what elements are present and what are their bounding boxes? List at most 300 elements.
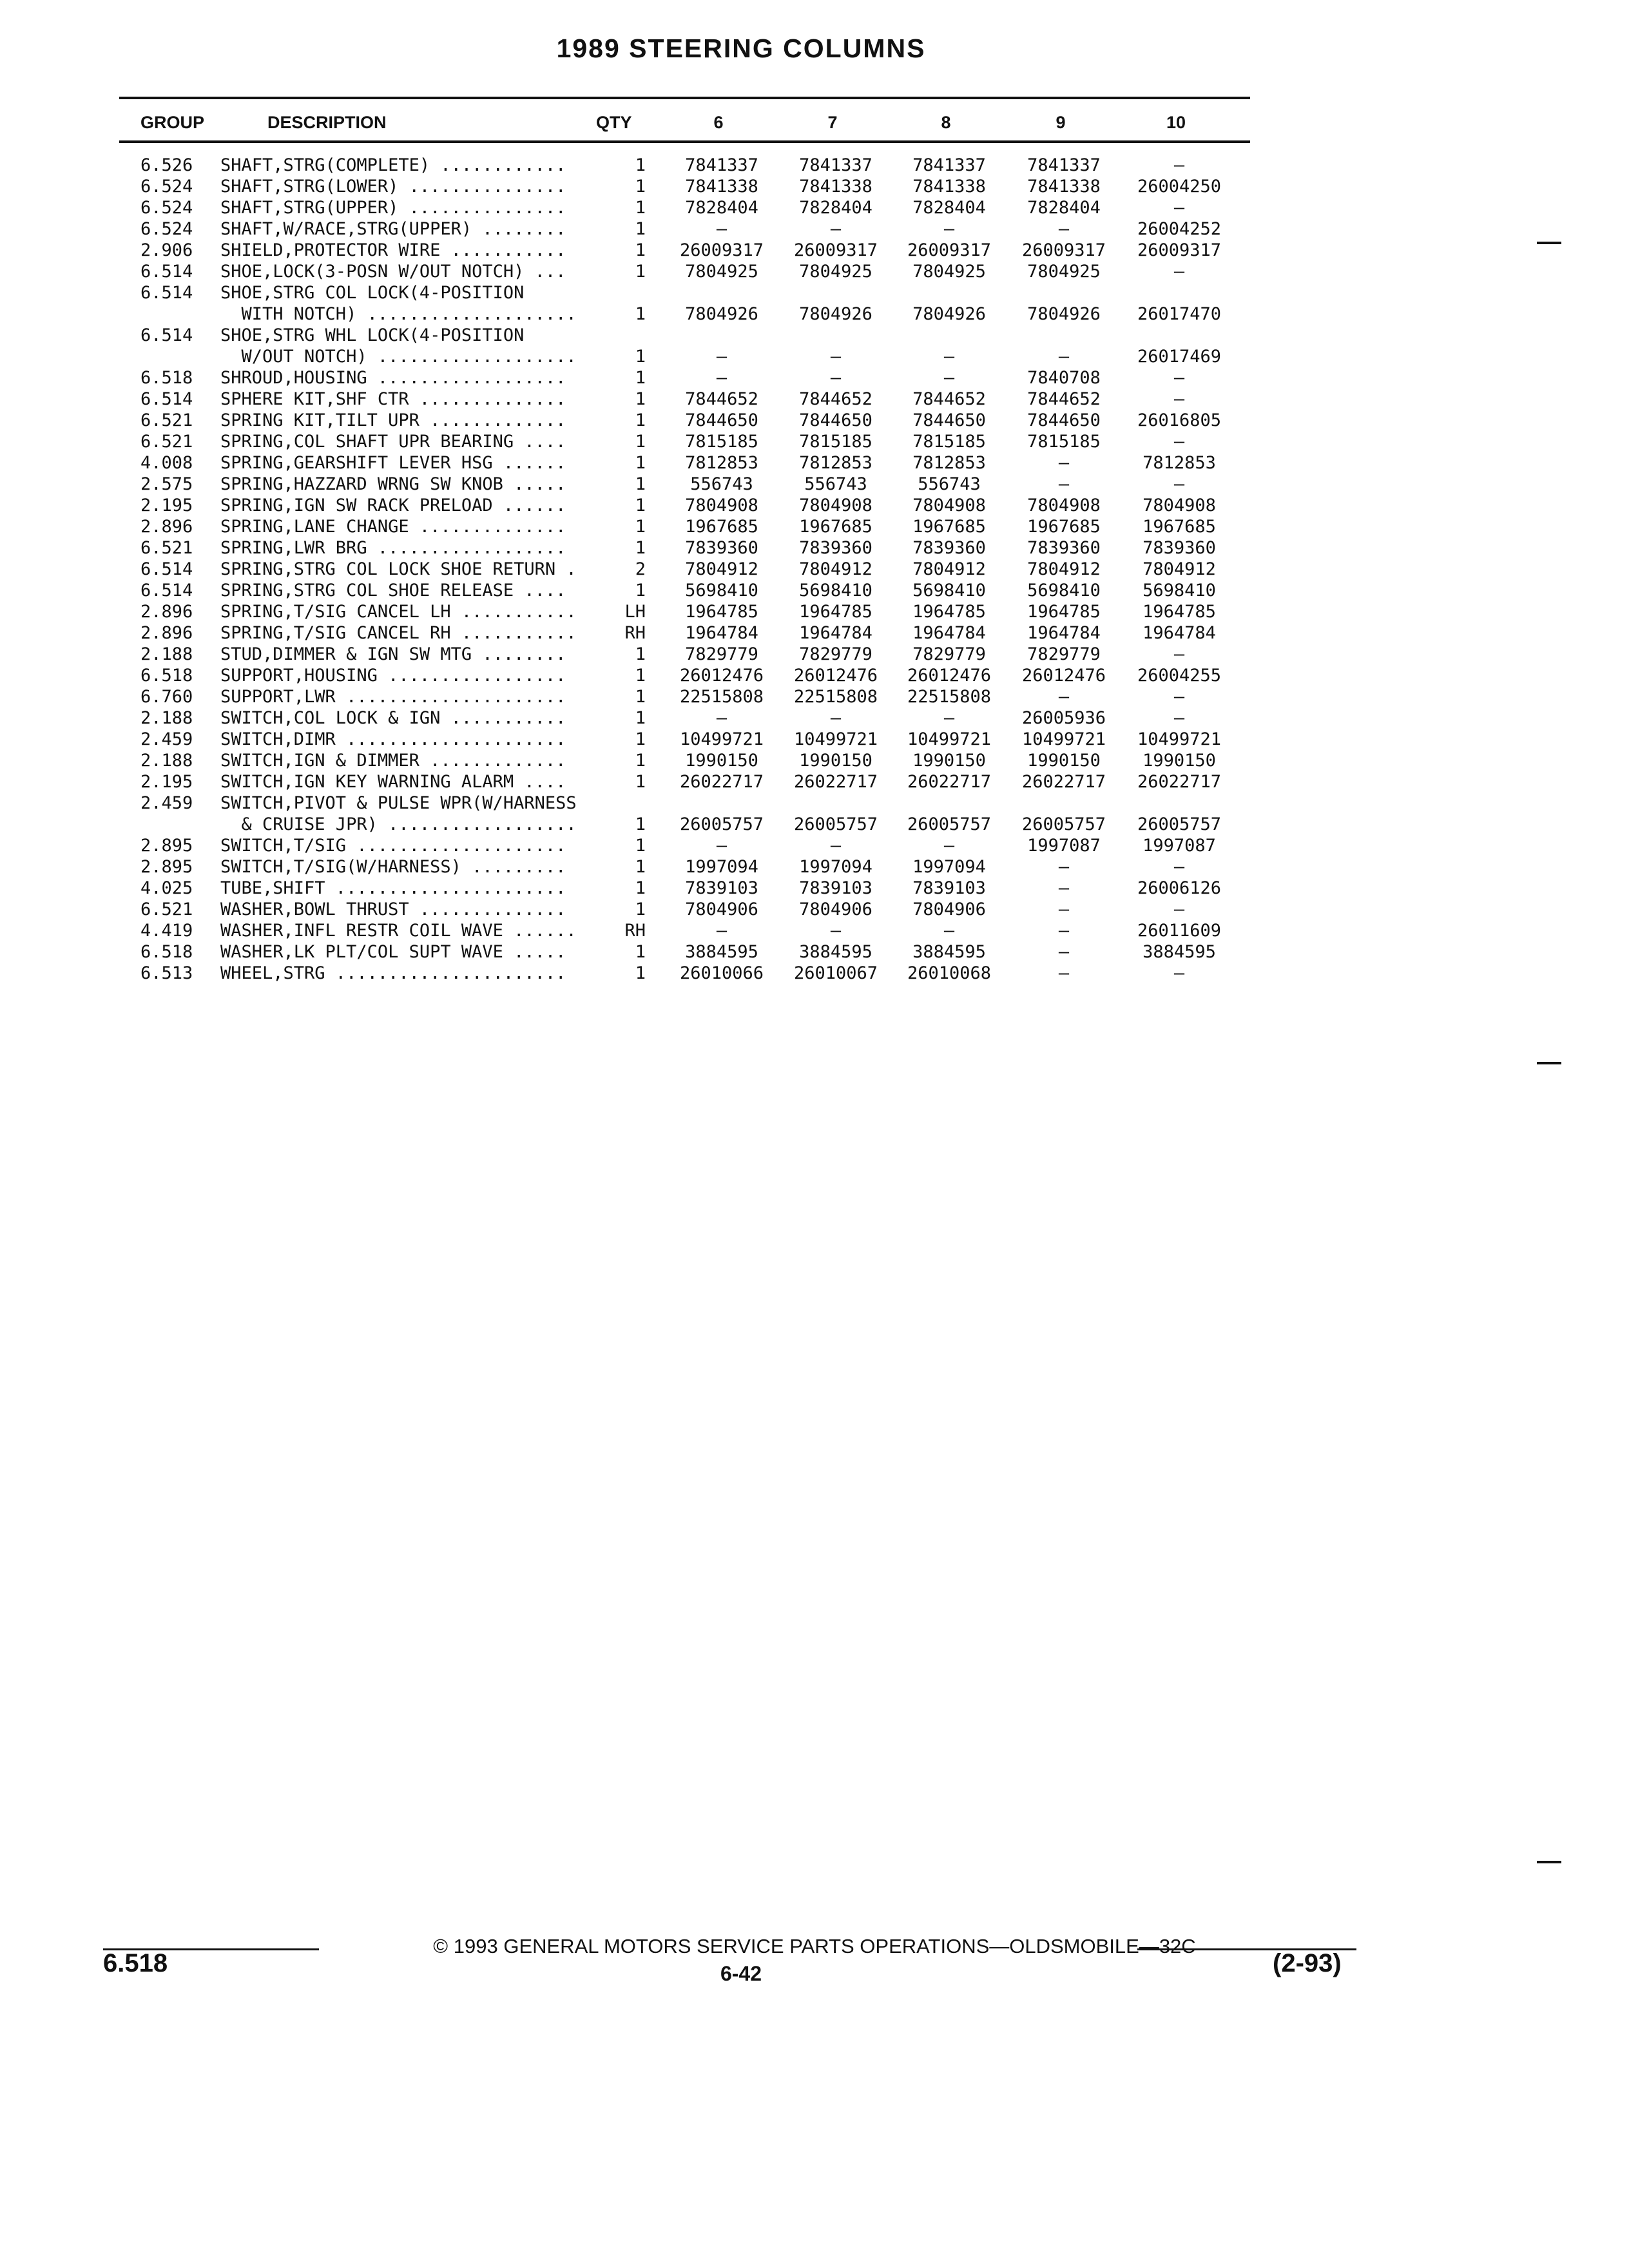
description-cell: SPRING,STRG COL SHOE RELEASE ....: [220, 581, 566, 601]
part-number-cell: —: [1173, 389, 1185, 409]
description-cell: SWITCH,T/SIG ....................: [220, 836, 566, 856]
part-number-cell: 26022717: [1137, 772, 1222, 792]
header-description: DESCRIPTION: [267, 113, 387, 132]
part-number-cell: 1967685: [685, 517, 758, 537]
qty-cell: 1: [635, 729, 646, 749]
qty-cell: 1: [635, 368, 646, 388]
part-number-cell: 7804925: [685, 262, 758, 282]
group-cell: 6.521: [140, 899, 193, 919]
page-number: 6-42: [720, 1962, 762, 1985]
part-number-cell: 26009317: [679, 240, 764, 260]
part-number-cell: 1967685: [1142, 517, 1216, 537]
part-number-cell: 1964784: [799, 623, 872, 643]
part-number-cell: 7841337: [1027, 155, 1101, 175]
part-number-cell: —: [830, 836, 842, 856]
part-number-cell: 7839103: [912, 878, 986, 898]
part-number-cell: 5698410: [1142, 581, 1216, 601]
part-number-cell: 7844650: [685, 410, 758, 430]
part-number-cell: 5698410: [685, 581, 758, 601]
part-number-cell: 26005757: [1021, 814, 1106, 834]
part-number-cell: 7804908: [1027, 495, 1101, 515]
part-number-cell: 1990150: [912, 751, 986, 771]
table-row: [0, 431, 1629, 452]
qty-cell: 1: [635, 708, 646, 728]
description-cell: SUPPORT,LWR .....................: [220, 687, 566, 707]
group-cell: 6.526: [140, 155, 193, 175]
part-number-cell: 1997087: [1027, 836, 1101, 856]
part-number-cell: 26022717: [679, 772, 764, 792]
part-number-cell: 1990150: [685, 751, 758, 771]
part-number-cell: 7804926: [1027, 304, 1101, 324]
part-number-cell: 5698410: [1027, 581, 1101, 601]
part-number-cell: —: [830, 219, 842, 239]
part-number-cell: —: [1173, 899, 1185, 919]
qty-cell: LH: [624, 602, 646, 622]
part-number-cell: 7839103: [685, 878, 758, 898]
part-number-cell: 1990150: [1142, 751, 1216, 771]
group-cell: 6.524: [140, 198, 193, 218]
parts-table: [0, 155, 1629, 984]
group-cell: 6.521: [140, 410, 193, 430]
part-number-cell: 10499721: [1021, 729, 1106, 749]
part-number-cell: 7844650: [799, 410, 872, 430]
group-cell: 2.896: [140, 517, 193, 537]
part-number-cell: 556743: [804, 474, 867, 494]
group-cell: 6.518: [140, 666, 193, 686]
qty-cell: RH: [624, 921, 646, 941]
part-number-cell: 7844652: [912, 389, 986, 409]
part-number-cell: 7840708: [1027, 368, 1101, 388]
part-number-cell: 26004255: [1137, 666, 1222, 686]
part-number-cell: 1964784: [1142, 623, 1216, 643]
part-number-cell: 10499721: [793, 729, 878, 749]
part-number-cell: —: [1173, 368, 1185, 388]
description-cell: SHAFT,STRG(LOWER) ...............: [220, 177, 566, 197]
part-number-cell: 1964785: [1142, 602, 1216, 622]
group-cell: 6.514: [140, 559, 193, 579]
table-row: [0, 176, 1629, 197]
description-cell: SHOE,LOCK(3-POSN W/OUT NOTCH) ...: [220, 262, 566, 282]
part-number-cell: 7812853: [1142, 453, 1216, 473]
table-row: [0, 303, 1629, 325]
part-number-cell: —: [1058, 899, 1070, 919]
description-cell: SUPPORT,HOUSING .................: [220, 666, 566, 686]
part-number-cell: 7844652: [1027, 389, 1101, 409]
part-number-cell: —: [1058, 347, 1070, 367]
table-row: [0, 367, 1629, 389]
qty-cell: 1: [635, 772, 646, 792]
part-number-cell: 7804908: [685, 495, 758, 515]
part-number-cell: —: [943, 368, 955, 388]
part-number-cell: —: [1173, 963, 1185, 983]
part-number-cell: 7841337: [912, 155, 986, 175]
part-number-cell: 26004252: [1137, 219, 1222, 239]
description-cell: SWITCH,PIVOT & PULSE WPR(W/HARNESS: [220, 793, 577, 813]
description-cell: TUBE,SHIFT ......................: [220, 878, 566, 898]
table-row: [0, 814, 1629, 835]
part-number-cell: 22515808: [679, 687, 764, 707]
part-number-cell: 7815185: [685, 432, 758, 452]
part-number-cell: 26012476: [679, 666, 764, 686]
header-top-rule: [119, 97, 1250, 99]
part-number-cell: 22515808: [907, 687, 992, 707]
description-cell: SPRING,LANE CHANGE ..............: [220, 517, 566, 537]
description-cell: SPRING KIT,TILT UPR .............: [220, 410, 566, 430]
part-number-cell: 26010066: [679, 963, 764, 983]
part-number-cell: 7841337: [685, 155, 758, 175]
group-cell: 6.514: [140, 283, 193, 303]
table-row: [0, 537, 1629, 559]
page-title: 1989 STEERING COLUMNS: [556, 34, 926, 63]
part-number-cell: 7841338: [799, 177, 872, 197]
part-number-cell: 7804908: [799, 495, 872, 515]
part-number-cell: 7815185: [912, 432, 986, 452]
part-number-cell: —: [1058, 878, 1070, 898]
part-number-cell: 1990150: [1027, 751, 1101, 771]
part-number-cell: 3884595: [799, 942, 872, 962]
part-number-cell: —: [1173, 262, 1185, 282]
part-number-cell: 7839360: [912, 538, 986, 558]
table-row: [0, 644, 1629, 665]
part-number-cell: 3884595: [685, 942, 758, 962]
part-number-cell: 26005757: [907, 814, 992, 834]
group-cell: 6.514: [140, 262, 193, 282]
group-cell: 6.518: [140, 942, 193, 962]
part-number-cell: 1964784: [685, 623, 758, 643]
qty-cell: 2: [635, 559, 646, 579]
group-cell: 2.895: [140, 857, 193, 877]
part-number-cell: 1964784: [1027, 623, 1101, 643]
part-number-cell: 26012476: [907, 666, 992, 686]
group-cell: 2.575: [140, 474, 193, 494]
description-cell: SPRING,GEARSHIFT LEVER HSG ......: [220, 453, 566, 473]
part-number-cell: 1967685: [912, 517, 986, 537]
group-cell: 2.188: [140, 644, 193, 664]
table-row: [0, 282, 1629, 303]
qty-cell: 1: [635, 432, 646, 452]
group-cell: 2.188: [140, 708, 193, 728]
part-number-cell: —: [1173, 687, 1185, 707]
part-number-cell: 26017470: [1137, 304, 1222, 324]
description-cell: SPRING,IGN SW RACK PRELOAD ......: [220, 495, 566, 515]
table-row: [0, 665, 1629, 686]
qty-cell: 1: [635, 177, 646, 197]
part-number-cell: —: [716, 368, 728, 388]
table-row: [0, 707, 1629, 729]
table-row: [0, 771, 1629, 793]
group-cell: 2.896: [140, 623, 193, 643]
part-number-cell: —: [1173, 857, 1185, 877]
description-cell: STUD,DIMMER & IGN SW MTG ........: [220, 644, 566, 664]
table-row: [0, 474, 1629, 495]
part-number-cell: 22515808: [793, 687, 878, 707]
part-number-cell: 1964785: [1027, 602, 1101, 622]
part-number-cell: 1990150: [799, 751, 872, 771]
part-number-cell: 7844652: [799, 389, 872, 409]
table-row: [0, 856, 1629, 878]
part-number-cell: 7804926: [799, 304, 872, 324]
header-col-6: 6: [713, 113, 724, 132]
part-number-cell: 7804908: [1142, 495, 1216, 515]
part-number-cell: 556743: [690, 474, 753, 494]
margin-tick: [1537, 1861, 1561, 1863]
part-number-cell: 1997094: [912, 857, 986, 877]
part-number-cell: 7828404: [799, 198, 872, 218]
description-cell: SPRING,HAZZARD WRNG SW KNOB .....: [220, 474, 566, 494]
qty-cell: RH: [624, 623, 646, 643]
qty-cell: 1: [635, 687, 646, 707]
description-cell: W/OUT NOTCH) ...................: [220, 347, 577, 367]
part-number-cell: 1964784: [912, 623, 986, 643]
qty-cell: 1: [635, 240, 646, 260]
part-number-cell: 7804925: [912, 262, 986, 282]
part-number-cell: 26010068: [907, 963, 992, 983]
description-cell: SHAFT,W/RACE,STRG(UPPER) ........: [220, 219, 566, 239]
description-cell: SWITCH,IGN & DIMMER .............: [220, 751, 566, 771]
group-cell: 4.008: [140, 453, 193, 473]
part-number-cell: 26012476: [1021, 666, 1106, 686]
part-number-cell: 7839360: [685, 538, 758, 558]
part-number-cell: 7828404: [912, 198, 986, 218]
group-cell: 6.514: [140, 581, 193, 601]
part-number-cell: 26005757: [1137, 814, 1222, 834]
part-number-cell: 10499721: [679, 729, 764, 749]
part-number-cell: 7841338: [912, 177, 986, 197]
part-number-cell: —: [1173, 155, 1185, 175]
qty-cell: 1: [635, 836, 646, 856]
qty-cell: 1: [635, 963, 646, 983]
part-number-cell: 7839103: [799, 878, 872, 898]
part-number-cell: 5698410: [912, 581, 986, 601]
qty-cell: 1: [635, 495, 646, 515]
table-row: [0, 495, 1629, 516]
margin-tick: [1537, 1062, 1561, 1064]
part-number-cell: 7844650: [912, 410, 986, 430]
header-bottom-rule: [119, 140, 1250, 143]
part-number-cell: 26005936: [1021, 708, 1106, 728]
part-number-cell: —: [943, 219, 955, 239]
part-number-cell: —: [716, 708, 728, 728]
description-cell: SPRING,STRG COL LOCK SHOE RETURN .: [220, 559, 577, 579]
part-number-cell: —: [1058, 219, 1070, 239]
description-cell: SWITCH,IGN KEY WARNING ALARM ....: [220, 772, 566, 792]
part-number-cell: 26011609: [1137, 921, 1222, 941]
part-number-cell: 1967685: [799, 517, 872, 537]
description-cell: SPRING,LWR BRG ..................: [220, 538, 566, 558]
table-row: [0, 878, 1629, 899]
description-cell: WITH NOTCH) ....................: [220, 304, 577, 324]
table-row: [0, 793, 1629, 814]
qty-cell: 1: [635, 347, 646, 367]
description-cell: SPRING,T/SIG CANCEL RH ...........: [220, 623, 577, 643]
table-row: [0, 963, 1629, 984]
part-number-cell: —: [1058, 963, 1070, 983]
part-number-cell: 7829779: [1027, 644, 1101, 664]
header-col-8: 8: [941, 113, 951, 132]
part-number-cell: 1964785: [685, 602, 758, 622]
group-cell: 2.459: [140, 793, 193, 813]
group-cell: 2.895: [140, 836, 193, 856]
part-number-cell: 7804912: [1027, 559, 1101, 579]
description-cell: SHOE,STRG COL LOCK(4-POSITION: [220, 283, 525, 303]
qty-cell: 1: [635, 410, 646, 430]
part-number-cell: 7804906: [685, 899, 758, 919]
qty-cell: 1: [635, 878, 646, 898]
description-cell: & CRUISE JPR) ..................: [220, 814, 577, 834]
qty-cell: 1: [635, 474, 646, 494]
copyright-text: © 1993 GENERAL MOTORS SERVICE PARTS OPERATIONS—OLDSMOBILE—32C: [433, 1935, 1196, 1957]
part-number-cell: 1997094: [685, 857, 758, 877]
part-number-cell: —: [943, 708, 955, 728]
part-number-cell: 26009317: [1137, 240, 1222, 260]
qty-cell: 1: [635, 389, 646, 409]
group-cell: 6.521: [140, 538, 193, 558]
table-row: [0, 452, 1629, 474]
qty-cell: 1: [635, 304, 646, 324]
table-row: [0, 559, 1629, 580]
part-number-cell: 7841338: [685, 177, 758, 197]
description-cell: WASHER,INFL RESTR COIL WAVE ......: [220, 921, 577, 941]
part-number-cell: 7815185: [1027, 432, 1101, 452]
group-cell: 4.419: [140, 921, 193, 941]
description-cell: WASHER,LK PLT/COL SUPT WAVE .....: [220, 942, 566, 962]
part-number-cell: 7804926: [912, 304, 986, 324]
qty-cell: 1: [635, 517, 646, 537]
table-row: [0, 240, 1629, 261]
part-number-cell: —: [1173, 432, 1185, 452]
part-number-cell: 10499721: [1137, 729, 1222, 749]
header-qty: QTY: [596, 113, 632, 132]
qty-cell: 1: [635, 899, 646, 919]
part-number-cell: —: [943, 836, 955, 856]
table-row: [0, 941, 1629, 963]
part-number-cell: 7804912: [685, 559, 758, 579]
group-cell: 2.906: [140, 240, 193, 260]
qty-cell: 1: [635, 453, 646, 473]
part-number-cell: 7815185: [799, 432, 872, 452]
part-number-cell: 7804926: [685, 304, 758, 324]
part-number-cell: 26012476: [793, 666, 878, 686]
header-group: GROUP: [140, 113, 205, 132]
part-number-cell: 7839360: [799, 538, 872, 558]
part-number-cell: 26009317: [1021, 240, 1106, 260]
description-cell: SPRING,T/SIG CANCEL LH ...........: [220, 602, 577, 622]
part-number-cell: 7844650: [1027, 410, 1101, 430]
qty-cell: 1: [635, 581, 646, 601]
description-cell: SHOE,STRG WHL LOCK(4-POSITION: [220, 325, 525, 345]
part-number-cell: 7839360: [1142, 538, 1216, 558]
part-number-cell: 7812853: [912, 453, 986, 473]
part-number-cell: 10499721: [907, 729, 992, 749]
part-number-cell: —: [716, 836, 728, 856]
part-number-cell: —: [830, 347, 842, 367]
part-number-cell: 7804912: [799, 559, 872, 579]
part-number-cell: —: [716, 921, 728, 941]
qty-cell: 1: [635, 198, 646, 218]
qty-cell: 1: [635, 751, 646, 771]
part-number-cell: 7828404: [685, 198, 758, 218]
group-cell: 6.760: [140, 687, 193, 707]
part-number-cell: —: [716, 347, 728, 367]
part-number-cell: 7812853: [799, 453, 872, 473]
header-col-7: 7: [827, 113, 838, 132]
qty-cell: 1: [635, 942, 646, 962]
table-row: [0, 197, 1629, 218]
group-cell: 6.513: [140, 963, 193, 983]
part-number-cell: —: [716, 219, 728, 239]
part-number-cell: 5698410: [799, 581, 872, 601]
part-number-cell: 7839360: [1027, 538, 1101, 558]
description-cell: SHIELD,PROTECTOR WIRE ...........: [220, 240, 566, 260]
part-number-cell: —: [830, 708, 842, 728]
part-number-cell: 26010067: [793, 963, 878, 983]
part-number-cell: 7829779: [799, 644, 872, 664]
part-number-cell: —: [1058, 474, 1070, 494]
table-row: [0, 325, 1629, 346]
description-cell: SPRING,COL SHAFT UPR BEARING ....: [220, 432, 566, 452]
part-number-cell: 26022717: [907, 772, 992, 792]
part-number-cell: 7804906: [912, 899, 986, 919]
part-number-cell: 3884595: [1142, 942, 1216, 962]
table-row: [0, 155, 1629, 176]
footer-group-code: 6.518: [103, 1949, 168, 1977]
header-col-9: 9: [1055, 113, 1066, 132]
group-cell: 2.188: [140, 751, 193, 771]
table-row: [0, 516, 1629, 537]
qty-cell: 1: [635, 219, 646, 239]
description-cell: SPHERE KIT,SHF CTR ..............: [220, 389, 566, 409]
part-number-cell: —: [1058, 942, 1070, 962]
description-cell: SWITCH,T/SIG(W/HARNESS) .........: [220, 857, 566, 877]
table-row: [0, 389, 1629, 410]
part-number-cell: 7829779: [685, 644, 758, 664]
qty-cell: 1: [635, 262, 646, 282]
part-number-cell: 7829779: [912, 644, 986, 664]
part-number-cell: 26022717: [1021, 772, 1106, 792]
part-number-cell: 26004250: [1137, 177, 1222, 197]
description-cell: SWITCH,DIMR .....................: [220, 729, 566, 749]
description-cell: WASHER,BOWL THRUST ..............: [220, 899, 566, 919]
group-cell: 2.459: [140, 729, 193, 749]
group-cell: 4.025: [140, 878, 193, 898]
table-row: [0, 899, 1629, 920]
group-cell: 6.521: [140, 432, 193, 452]
part-number-cell: —: [1058, 921, 1070, 941]
margin-tick: [1537, 242, 1561, 244]
table-row: [0, 218, 1629, 240]
part-number-cell: —: [1058, 687, 1070, 707]
qty-cell: 1: [635, 538, 646, 558]
part-number-cell: 7841338: [1027, 177, 1101, 197]
part-number-cell: —: [1173, 474, 1185, 494]
group-cell: 2.195: [140, 495, 193, 515]
part-number-cell: 7804925: [1027, 262, 1101, 282]
description-cell: WHEEL,STRG ......................: [220, 963, 566, 983]
qty-cell: 1: [635, 857, 646, 877]
part-number-cell: 7804925: [799, 262, 872, 282]
table-row: [0, 622, 1629, 644]
description-cell: SHAFT,STRG(COMPLETE) ............: [220, 155, 566, 175]
table-row: [0, 346, 1629, 367]
part-number-cell: 7828404: [1027, 198, 1101, 218]
part-number-cell: 7841337: [799, 155, 872, 175]
part-number-cell: —: [1173, 198, 1185, 218]
part-number-cell: 26016805: [1137, 410, 1222, 430]
part-number-cell: 7804908: [912, 495, 986, 515]
part-number-cell: 26009317: [907, 240, 992, 260]
part-number-cell: —: [943, 347, 955, 367]
table-row: [0, 686, 1629, 707]
